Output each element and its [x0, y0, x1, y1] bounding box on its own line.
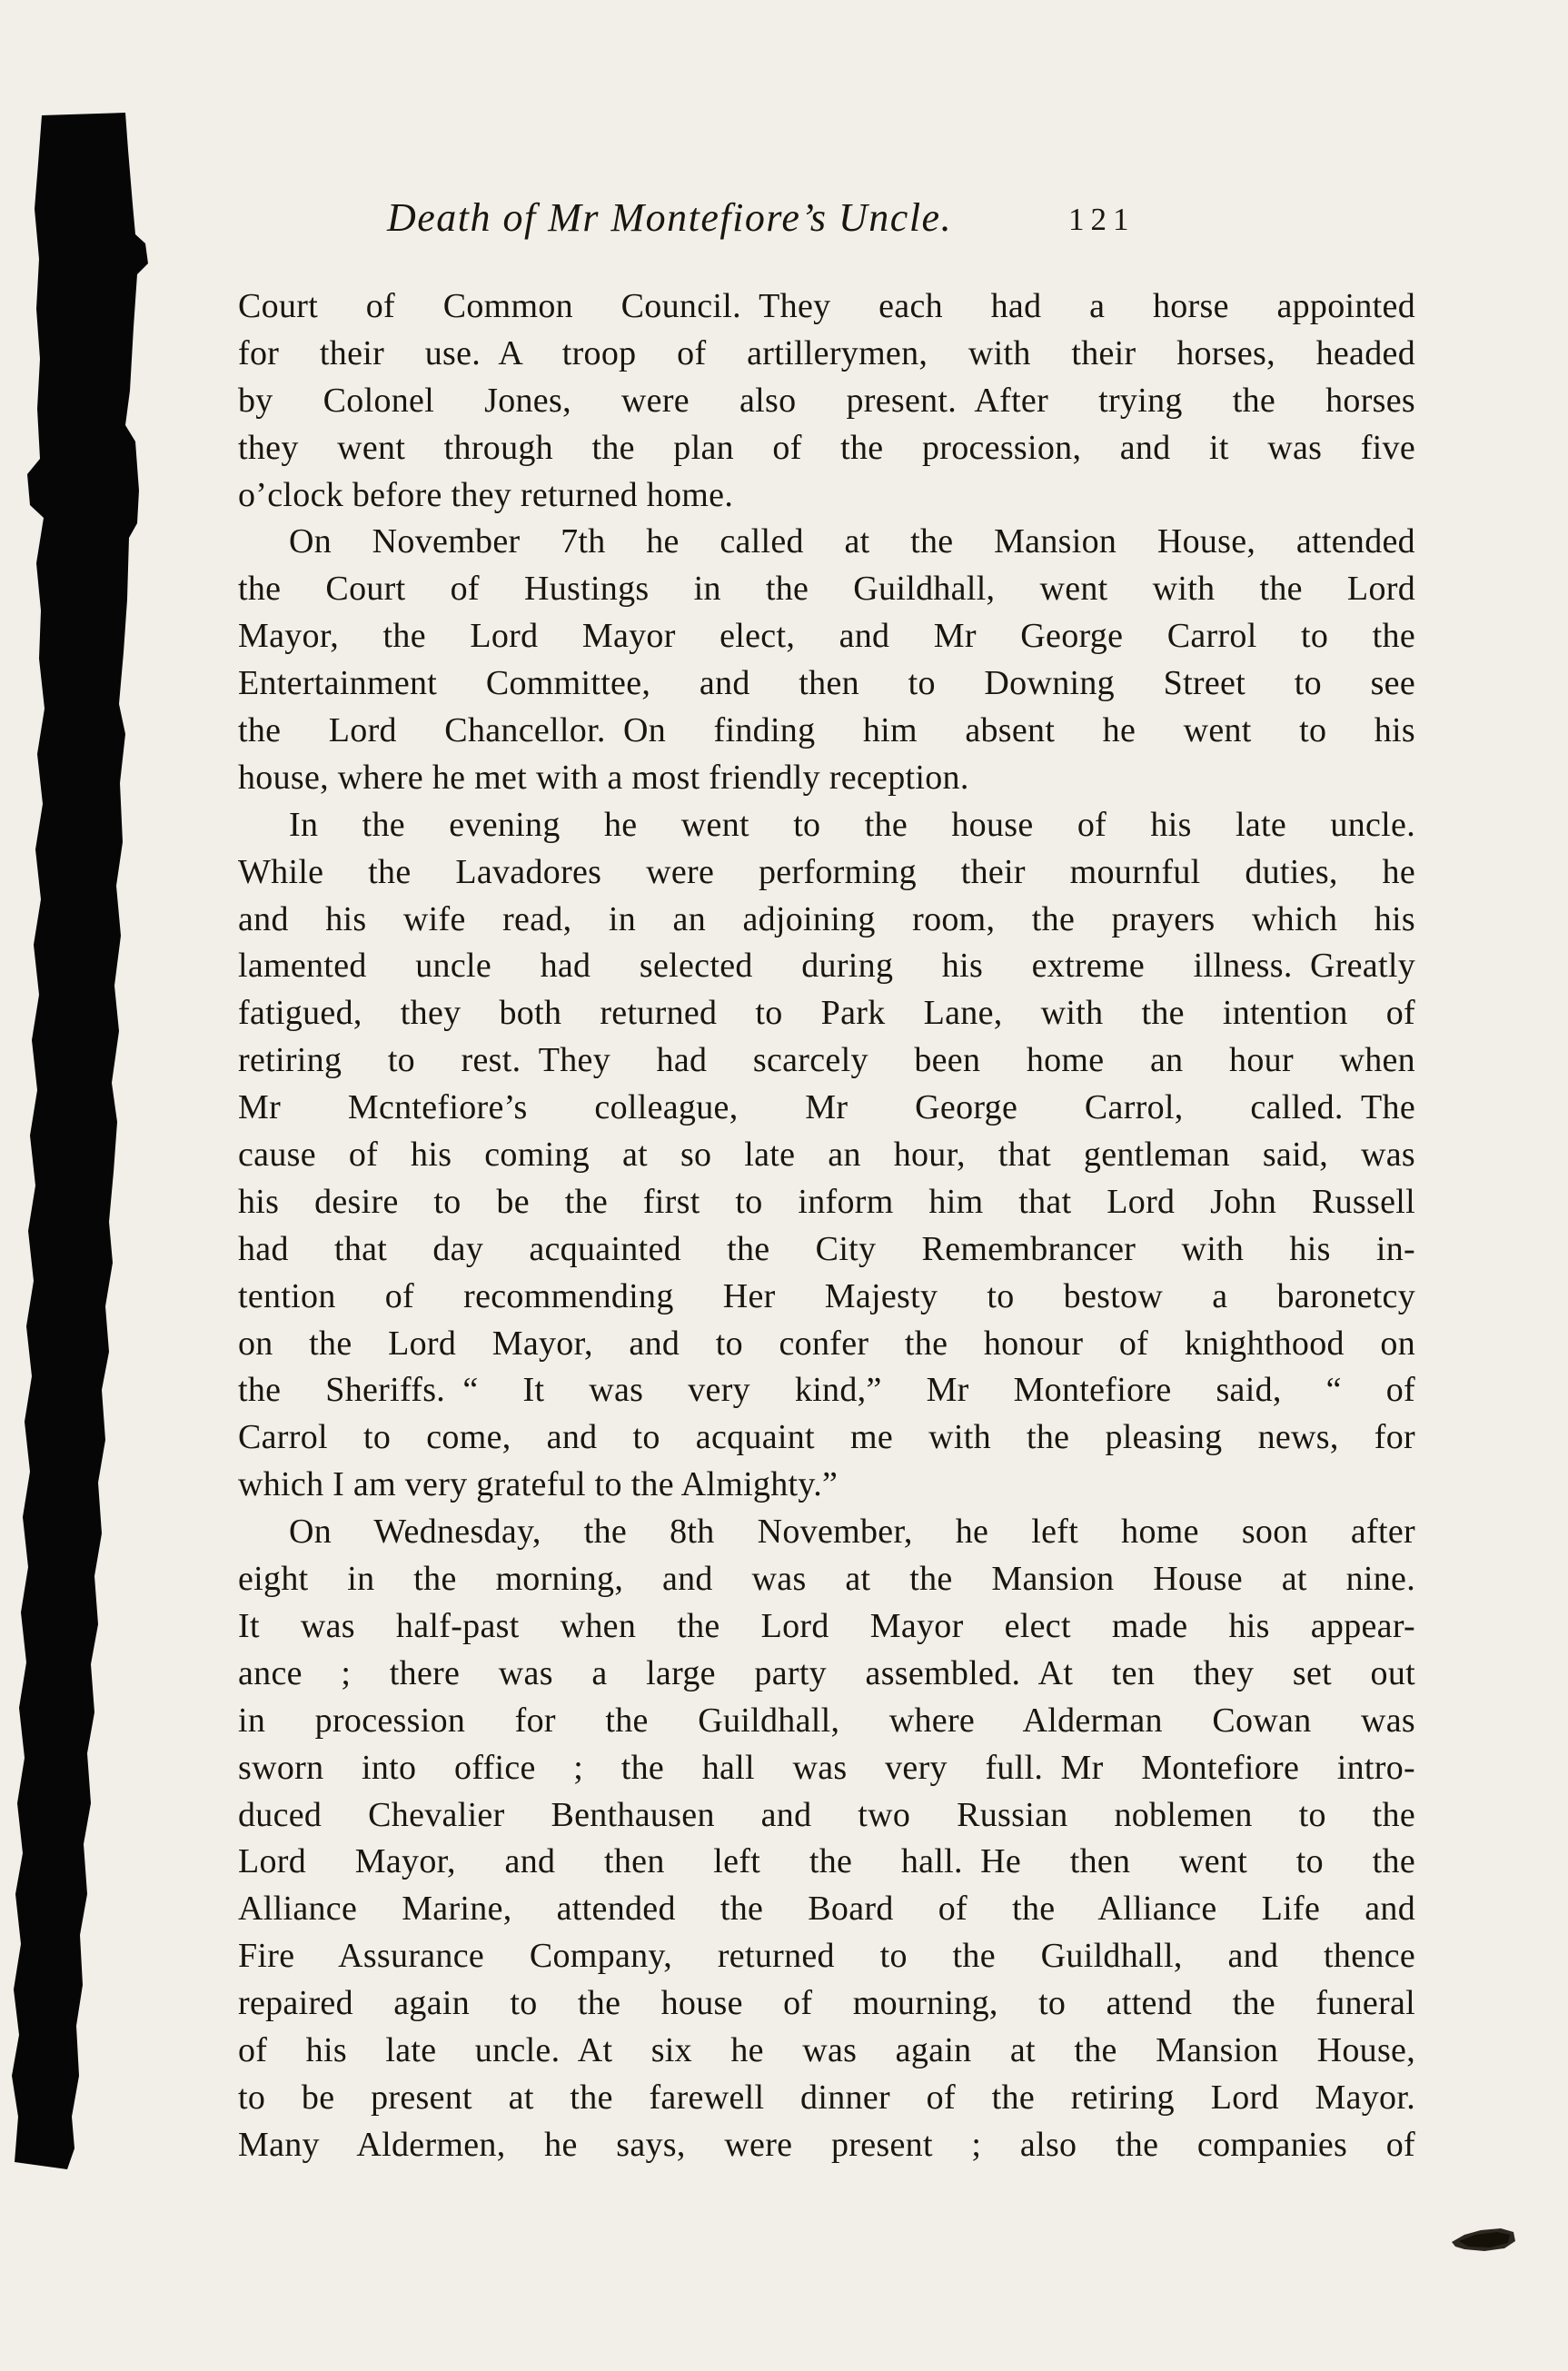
text-line: by Colonel Jones, were also present. After trying the horses — [238, 381, 1415, 420]
text-line: Carrol to come, and to acquaint me with the pleasing news, for — [238, 1418, 1415, 1457]
text-line: they went through the plan of the procession, and it was five — [238, 428, 1415, 467]
text-line: In the evening he went to the house of his late uncle. — [289, 805, 1415, 844]
text-line: and his wife read, in an adjoining room, the prayers which his — [238, 899, 1415, 938]
text-line: cause of his coming at so late an hour, that gentleman said, was — [238, 1136, 1415, 1175]
text-line: tention of recommending Her Majesty to bestow a baronetcy — [238, 1276, 1415, 1315]
corner-ink-smudge — [1450, 2224, 1519, 2257]
text-line: of his late uncle. At six he was again at the Mansion House, — [238, 2030, 1415, 2069]
text-line: Lord Mayor, and then left the hall. He then went to the — [238, 1842, 1415, 1881]
text-line: Many Aldermen, he says, were present ; also the companies of — [238, 2125, 1415, 2164]
text-line: lamented uncle had selected during his extreme illness. Greatly — [238, 947, 1415, 986]
text-line: On Wednesday, the 8th November, he left home soon after — [289, 1513, 1415, 1552]
text-line: eight in the morning, and was at the Mansion House at nine. — [238, 1560, 1415, 1599]
text-line: Alliance Marine, attended the Board of the Alliance Life and — [238, 1890, 1415, 1929]
text-line: ance ; there was a large party assembled. At ten they set out — [238, 1653, 1415, 1692]
text-line: Mayor, the Lord Mayor elect, and Mr George Carrol to the — [238, 617, 1415, 656]
text-line: on the Lord Mayor, and to confer the honour of knighthood on — [238, 1324, 1415, 1363]
text-line: Mr Mcntefiore’s colleague, Mr George Carrol, called. The — [238, 1088, 1415, 1127]
running-header-title: Death of Mr Montefiore’s Uncle. — [387, 195, 953, 240]
text-line: to be present at the farewell dinner of the retiring Lord Mayor. — [238, 2078, 1415, 2117]
page-number: 121 — [1068, 202, 1136, 237]
text-line: Court of Common Council. They each had a horse appointed — [238, 287, 1415, 325]
text-line: in procession for the Guildhall, where Alderman Cowan was — [238, 1701, 1415, 1740]
left-ink-scan-artifact — [0, 0, 182, 2371]
text-line: retiring to rest. They had scarcely been home an hour when — [238, 1041, 1415, 1080]
text-line: which I am very grateful to the Almighty.” — [238, 1465, 839, 1504]
text-line: fatigued, they both returned to Park Lane, with the intention of — [238, 994, 1415, 1033]
text-line: house, where he met with a most friendly reception. — [238, 758, 969, 797]
text-line: the Court of Hustings in the Guildhall, went with the Lord — [238, 570, 1415, 609]
body-text-block — [238, 283, 1415, 2169]
text-line: his desire to be the first to inform him that Lord John Russell — [238, 1182, 1415, 1221]
text-line: Fire Assurance Company, returned to the Guildhall, and thence — [238, 1937, 1415, 1976]
text-line: duced Chevalier Benthausen and two Russian noblemen to the — [238, 1795, 1415, 1834]
text-line: repaired again to the house of mourning, to attend the funeral — [238, 1984, 1415, 2023]
text-line: sworn into office ; the hall was very full. Mr Montefiore intro- — [238, 1748, 1415, 1787]
text-line: Entertainment Committee, and then to Downing Street to see — [238, 664, 1415, 703]
text-line: the Lord Chancellor. On finding him absent he went to his — [238, 711, 1415, 750]
text-line: for their use. A troop of artillerymen, with their horses, headed — [238, 333, 1415, 372]
text-line: While the Lavadores were performing their mournful duties, he — [238, 852, 1415, 891]
text-line: It was half-past when the Lord Mayor elect made his appear- — [238, 1606, 1415, 1645]
text-line: o’clock before they returned home. — [238, 475, 734, 514]
text-line: the Sheriffs. “ It was very kind,” Mr Montefiore said, “ of — [238, 1371, 1415, 1410]
text-line: had that day acquainted the City Remembrancer with his in- — [238, 1229, 1415, 1268]
text-line: On November 7th he called at the Mansion House, attended — [289, 522, 1415, 561]
